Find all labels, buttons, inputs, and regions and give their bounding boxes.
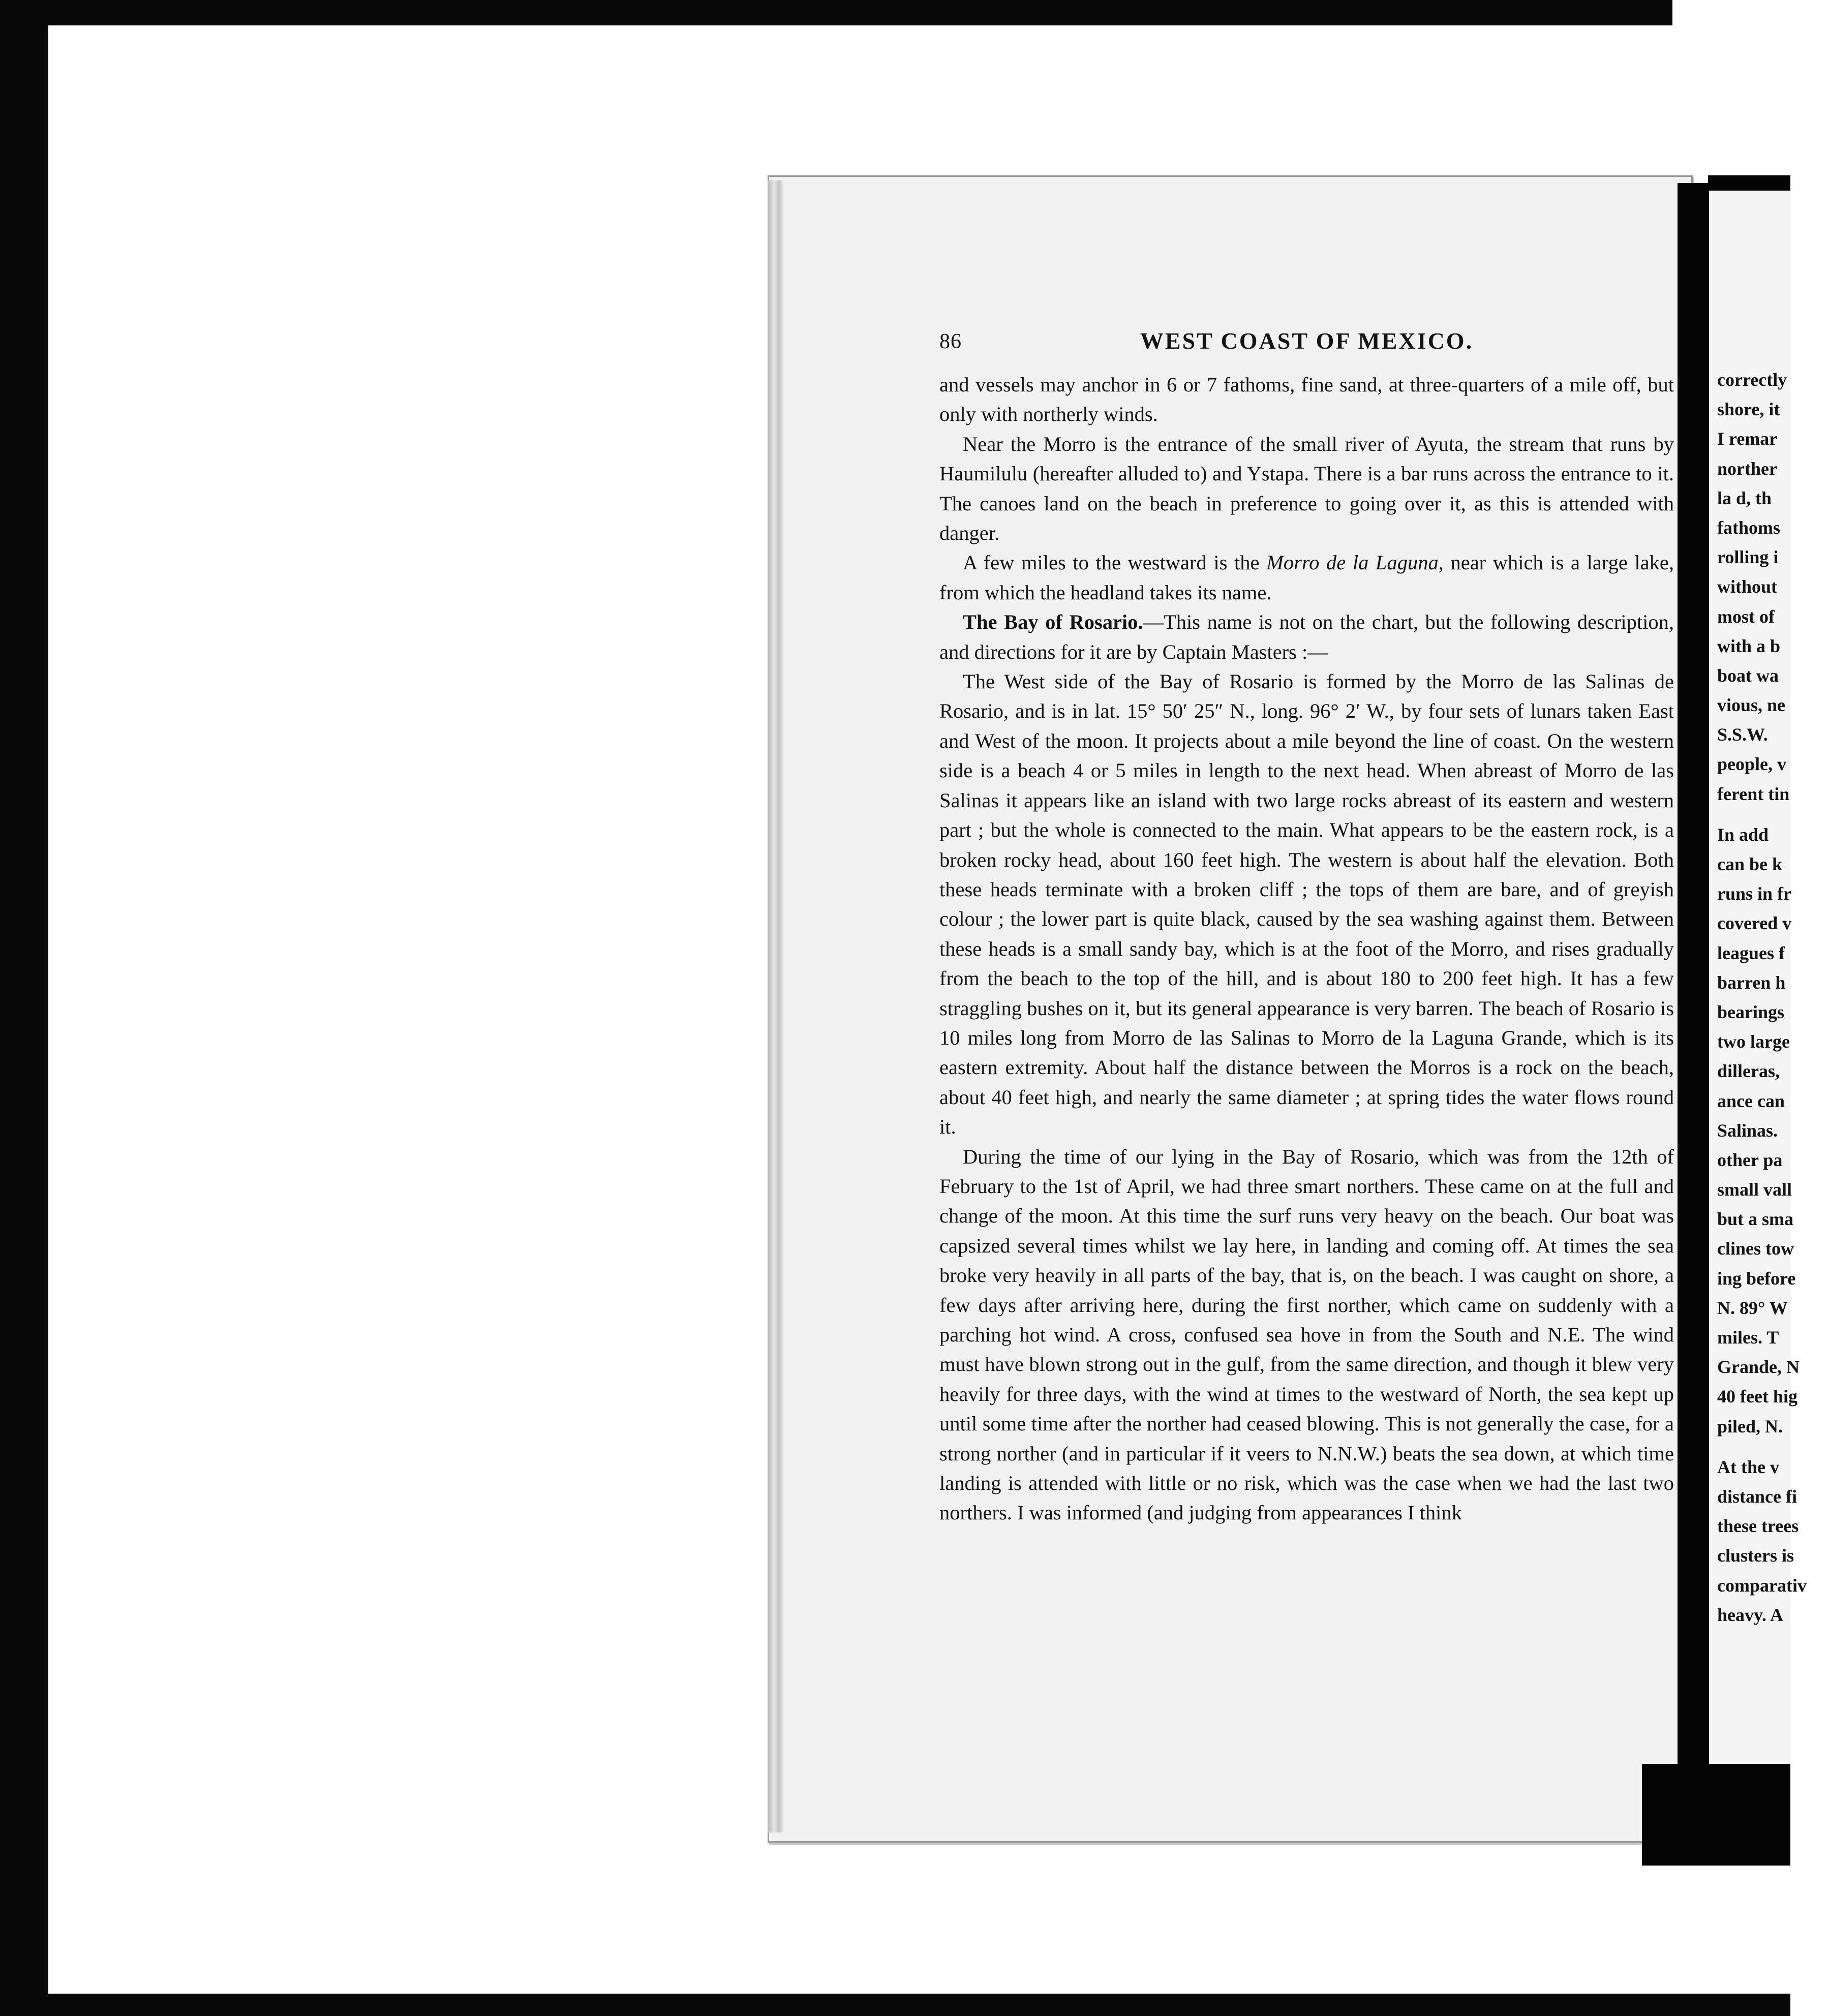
facing-line: ing before	[1717, 1268, 1796, 1289]
facing-line: heavy. A	[1717, 1604, 1784, 1625]
facing-line: clines tow	[1717, 1238, 1794, 1259]
facing-line: boat wa	[1717, 665, 1779, 686]
facing-line: ferent tin	[1717, 783, 1790, 804]
facing-line: rolling i	[1717, 547, 1779, 568]
facing-line: with a b	[1717, 635, 1781, 656]
facing-line: other pa	[1717, 1149, 1783, 1170]
facing-line: but a sma	[1717, 1209, 1794, 1230]
scan-border-left	[0, 0, 48, 2016]
scan-border-top	[0, 0, 1790, 25]
facing-line: piled, N.	[1717, 1416, 1783, 1437]
section-heading: The Bay of Rosario.	[963, 610, 1143, 634]
facing-line: correctly	[1717, 370, 1787, 390]
facing-line: small vall	[1717, 1179, 1792, 1200]
facing-line: miles. T	[1717, 1327, 1779, 1348]
body-text	[939, 370, 1674, 1528]
place-name-italic: Morro de la Laguna,	[1266, 551, 1444, 574]
paragraph: and vessels may anchor in 6 or 7 fathoms, fine sand, at three-quarters of a mile off, but only with northerly winds.	[939, 373, 1674, 426]
facing-line: shore, it	[1717, 399, 1780, 420]
facing-line: At the v	[1717, 1456, 1779, 1477]
facing-line: people, v	[1717, 754, 1787, 775]
scan-border-bottom	[0, 1994, 1790, 2016]
paragraph-gap	[1717, 809, 1829, 820]
facing-line: I remar	[1717, 429, 1778, 449]
facing-line: Salinas.	[1717, 1120, 1778, 1141]
facing-line: la d, th	[1717, 487, 1772, 508]
facing-line: two large	[1717, 1031, 1790, 1052]
facing-line: norther	[1717, 458, 1777, 479]
facing-line: covered v	[1717, 913, 1792, 934]
paragraph-text: —This name is not on the chart, but the following description, and directions for it are by Captain Masters :—	[939, 610, 1674, 663]
facing-line: can be k	[1717, 854, 1783, 874]
facing-line: without	[1717, 576, 1778, 597]
running-title: WEST COAST OF MEXICO.	[1140, 328, 1474, 354]
gutter-shadow	[1678, 183, 1709, 1848]
facing-page-text	[1717, 365, 1829, 1630]
facing-line: vious, ne	[1717, 695, 1786, 716]
paragraph-text: near which is a large lake, from which the headland takes its name.	[939, 551, 1674, 604]
page-binding-edge	[768, 180, 784, 1832]
paragraph	[939, 607, 1674, 667]
paragraph: Near the Morro is the entrance of the small river of Ayuta, the stream that runs by Haumilulu (hereafter alluded to) and Ystapa. There is a bar runs across the entrance to it. The canoes land on the beach in preference to going over it, as this is attended with danger.	[939, 432, 1674, 545]
facing-line: most of	[1717, 606, 1775, 627]
facing-line: bearings	[1717, 1001, 1785, 1022]
paragraph	[939, 548, 1674, 607]
facing-line: distance fi	[1717, 1486, 1797, 1507]
facing-line: leagues f	[1717, 942, 1785, 963]
paragraph: During the time of our lying in the Bay of Rosario, which was from the 12th of February to the 1st of April, we had three smart northers. These came on at the full and change of the moon. At this time the surf runs very heavy on the beach. Our boat was capsized several times whilst we lay here, in landing and coming off. At times the sea broke very heavily in all parts of the bay, that is, on the beach. I was caught on shore, a few days after arriving here, during the first norther, which came on suddenly with a parching hot wind. A cross, confused sea hove in from the South and N.E. The wind must have blown strong out in the gulf, from the same direction, and though it blew very heavily for three days, with the wind at times to the westward of North, the sea kept up until some time after the norther had ceased blowing. This is not generally the case, for a strong norther (and in particular if it veers to N.N.W.) beats the sea down, at which time landing is attended with little or no risk, which was the case when we had the last two northers. I was informed (and judging from appearances I think	[939, 1145, 1674, 1524]
scan-corner-notch	[1672, 0, 1790, 30]
paragraph: The West side of the Bay of Rosario is formed by the Morro de las Salinas de Rosario, and is in lat. 15° 50′ 25″ N., long. 96° 2′ W., by four sets of lunars taken East and West of the moon. It projects about a mile beyond the line of coast. On the western side is a beach 4 or 5 miles in length to the next head. When abreast of Morro de las Salinas it appears like an island with two large rocks abreast of its eastern and western part ; but the whole is connected to the main. What appears to be the eastern rock, is a broken rocky head, about 160 feet high. The western is about half the elevation. Both these heads terminate with a broken cliff ; the tops of them are bare, and of greyish colour ; the lower part is quite black, caused by the sea washing against them. Between these heads is a small sandy bay, which is at the foot of the Morro, and rises gradually from the beach to the top of the hill, and is about 180 to 200 feet high. It has a few straggling bushes on it, but its general appearance is very barren. The beach of Rosario is 10 miles long from Morro de las Salinas to Morro de la Laguna Grande, which is its eastern extremity. About half the distance between the Morros is a rock on the beach, about 40 feet high, and nearly the same diameter ; at spring tides the water flows round it.	[939, 670, 1674, 1139]
paragraph-text: A few miles to the westward is the	[963, 551, 1267, 574]
facing-line: barren h	[1717, 972, 1786, 993]
facing-line: In add	[1717, 824, 1769, 845]
facing-line: 40 feet hig	[1717, 1386, 1797, 1407]
facing-line: S.S.W.	[1717, 724, 1768, 745]
page-header	[939, 325, 1674, 361]
facing-line: comparativ	[1717, 1575, 1807, 1596]
facing-line: clusters is	[1717, 1545, 1794, 1566]
facing-line: these trees	[1717, 1516, 1799, 1537]
facing-line: N. 89° W	[1717, 1297, 1788, 1318]
paragraph-gap	[1717, 1441, 1829, 1452]
facing-line: dilleras,	[1717, 1061, 1780, 1082]
page-number: 86	[939, 330, 962, 353]
facing-line: Grande, N	[1717, 1357, 1800, 1378]
facing-line: ance can	[1717, 1090, 1785, 1111]
facing-line: runs in fr	[1717, 883, 1792, 904]
facing-line: fathoms	[1717, 517, 1780, 538]
gutter-shadow-bottom	[1642, 1764, 1790, 1866]
gutter-shadow-top	[1708, 175, 1790, 191]
